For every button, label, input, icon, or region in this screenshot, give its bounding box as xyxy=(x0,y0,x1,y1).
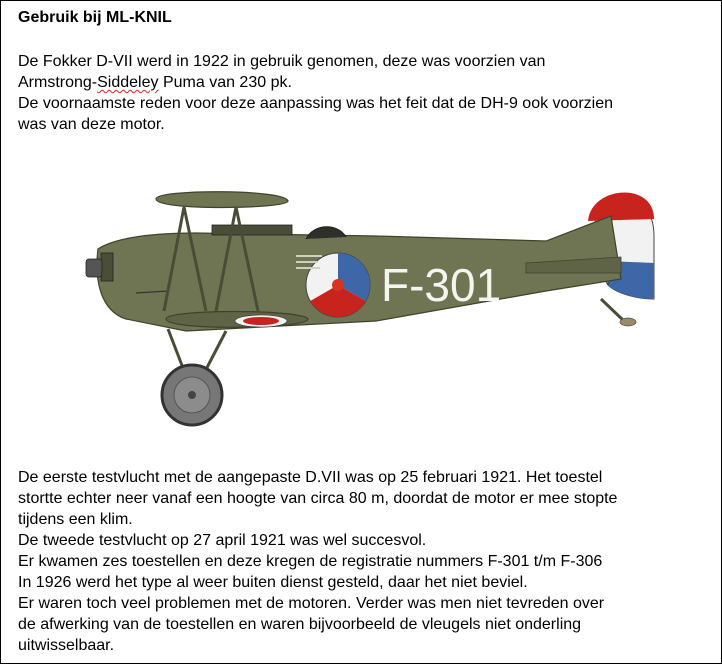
intro-line: Armstrong-Siddeley Puma van 230 pk. xyxy=(18,74,292,91)
body-line: De eerste testvlucht met de aangepaste D.VII was op 25 februari 1921. Het toestel xyxy=(18,469,603,486)
body-paragraph xyxy=(18,467,718,656)
body-line: tijdens een klim. xyxy=(18,511,133,528)
aircraft-registration: F-301 xyxy=(381,259,502,311)
intro-line: was van deze motor. xyxy=(18,116,165,133)
body-line: stortte echter neer vanaf een hoogte van circa 80 m, doordat de motor er mee stopte xyxy=(18,490,618,507)
spellcheck-word: Siddeley xyxy=(97,74,159,91)
intro-line: De Fokker D-VII werd in 1922 in gebruik genomen, deze was voorzien van xyxy=(18,53,546,70)
intro-paragraph xyxy=(18,51,718,135)
body-line: uitwisselbaar. xyxy=(18,637,115,654)
body-line: De tweede testvlucht op 27 april 1921 was wel succesvol. xyxy=(18,532,427,549)
fokker-aircraft-illustration xyxy=(76,181,666,431)
body-line: Er kwamen zes toestellen en deze kregen de registratie nummers F-301 t/m F-306 xyxy=(18,553,603,570)
intro-line: De voornaamste reden voor deze aanpassing was het feit dat de DH-9 ook voorzien xyxy=(18,95,614,112)
body-line: In 1926 werd het type al weer buiten dienst gesteld, daar het niet beviel. xyxy=(18,574,528,591)
section-heading: Gebruik bij ML-KNIL xyxy=(18,9,172,26)
body-line: Er waren toch veel problemen met de motoren. Verder was men niet tevreden over xyxy=(18,595,605,612)
body-line: de afwerking van de toestellen en waren bijvoorbeeld de vleugels niet onderling xyxy=(18,616,582,633)
upper-wing xyxy=(156,192,288,208)
